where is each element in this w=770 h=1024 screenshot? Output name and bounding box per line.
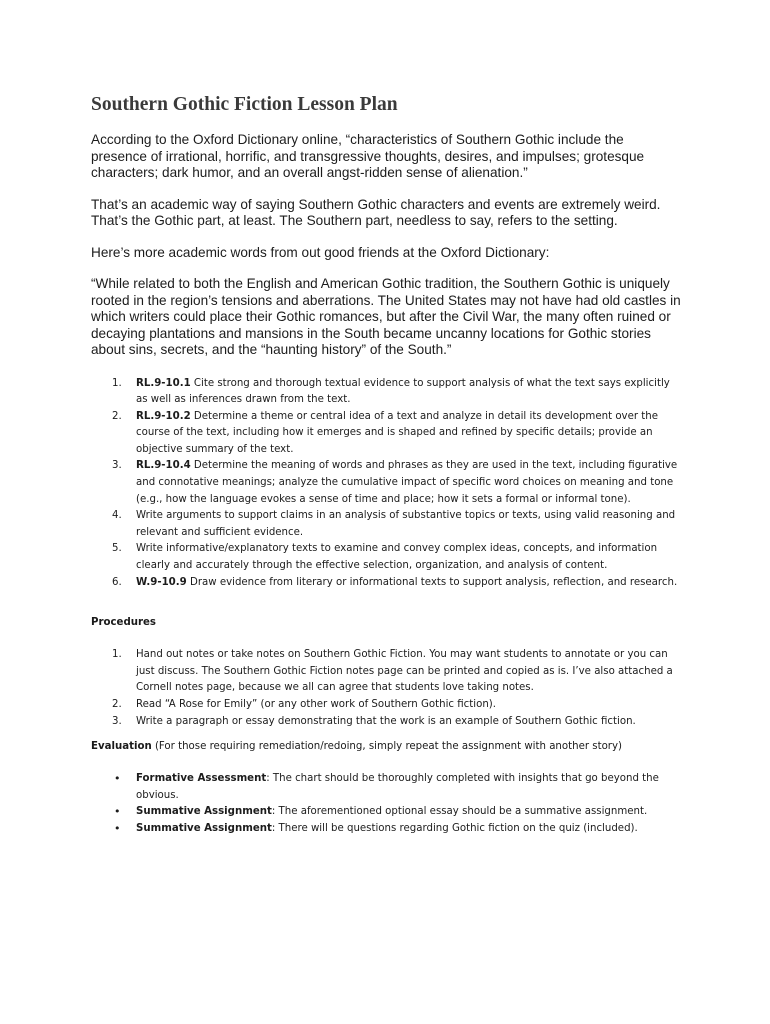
standard-code: RL.9-10.4 — [136, 460, 191, 472]
list-number: 3. — [112, 460, 122, 472]
list-item — [91, 458, 681, 508]
list-number: 6. — [112, 576, 122, 588]
list-number: 2. — [112, 699, 122, 710]
evaluation-term: Formative Assessment — [136, 773, 267, 785]
evaluation-list — [91, 771, 681, 837]
evaluation-heading — [91, 739, 681, 755]
standard-text: Draw evidence from literary or informational texts to support analysis, reflection, and research. — [186, 576, 678, 588]
procedure-text: Hand out notes or take notes on Southern Gothic Fiction. You may want students to annotate or you can just discuss. The Southern Gothic Fiction notes page can be printed and copied as is. I’ve also attached a Cornell notes page, because we all can agree that students love taking notes. — [136, 649, 673, 694]
list-item — [91, 697, 681, 714]
evaluation-term: Summative Assignment — [136, 806, 272, 818]
list-item — [91, 821, 681, 838]
list-item — [91, 575, 681, 592]
standard-text: Write arguments to support claims in an analysis of substantive topics or texts, using valid reasoning and relevant and sufficient evidence. — [136, 510, 676, 538]
list-item — [91, 804, 681, 821]
explanation-paragraph: That’s an academic way of saying Southern Gothic characters and events are extremely weird. That’s the Gothic part, at least. The Southern part, needless to say, refers to the setting. — [91, 196, 661, 228]
document-page — [91, 92, 681, 838]
standard-code: RL.9-10.2 — [136, 410, 191, 422]
page-title: Southern Gothic Fiction Lesson Plan — [91, 94, 398, 115]
standard-text: Cite strong and thorough textual evidence to support analysis of what the text says explicitly as well as inferences drawn from the text. — [136, 377, 670, 406]
intro-paragraph: According to the Oxford Dictionary online, “characteristics of Southern Gothic include the presence of irrational, horrific, and transgressive thoughts, desires, and impulses; grotesque characters; dark humor, and an overall angst-ridden sense of alienation.” — [91, 132, 645, 180]
list-item — [91, 714, 681, 731]
standard-text: Determine a theme or central idea of a text and analyze in detail its development over the course of the text, including how it emerges and is shaped and refined by specific details; provide an objective summary of the text. — [136, 410, 658, 455]
evaluation-text: : There will be questions regarding Gothic fiction on the quiz (included). — [271, 822, 638, 834]
standard-text: Write informative/explanatory texts to examine and convey complex ideas, concepts, and information clearly and accurately through the effective selection, organization, and analysis of content. — [136, 543, 658, 572]
lead-in-paragraph: Here’s more academic words from out good friends at the Oxford Dictionary: — [91, 244, 550, 260]
bullet-icon: • — [114, 772, 121, 786]
standard-code: RL.9-10.1 — [136, 377, 191, 389]
procedures-heading: Procedures — [91, 617, 156, 629]
evaluation-text: : The chart should be thoroughly completed with insights that go beyond the obvious. — [136, 773, 659, 801]
list-number: 3. — [112, 715, 122, 727]
bullet-icon: • — [114, 821, 121, 835]
list-number: 5. — [112, 543, 122, 555]
evaluation-text: : The aforementioned optional essay should be a summative assignment. — [271, 806, 648, 818]
bullet-icon: • — [114, 805, 121, 819]
list-item — [91, 409, 681, 459]
quote-paragraph: “While related to both the English and American Gothic tradition, the Southern Gothic is uniquely rooted in the region’s tensions and aberrations. The United States may not have had old castles in which writers could place their Gothic romances, but after the Civil War, the many often ruined or decaying plantations and mansions in the South became uncanny locations for Gothic stories about sins, secrets, and the “haunting history” of the South.” — [91, 276, 681, 357]
procedure-text: Write a paragraph or essay demonstrating that the work is an example of Southern Gothic fiction. — [136, 715, 636, 727]
list-number: 1. — [112, 377, 122, 389]
standard-text: Determine the meaning of words and phrases as they are used in the text, including figurative and connotative meanings; analyze the cumulative impact of specific word choices on meaning and tone (e.g., how the language evokes a sense of time and place; how it sets a formal or informal tone). — [136, 460, 678, 505]
list-number: 1. — [112, 649, 122, 661]
procedure-text: Read “A Rose for Emily” (or any other work of Southern Gothic fiction). — [136, 699, 496, 710]
list-number: 4. — [112, 510, 122, 522]
list-item — [91, 771, 681, 804]
list-item — [91, 508, 681, 541]
evaluation-note: (For those requiring remediation/redoing, simply repeat the assignment with another story) — [151, 741, 622, 753]
evaluation-label: Evaluation — [91, 741, 152, 753]
list-item — [91, 541, 681, 574]
standard-code: W.9-10.9 — [136, 576, 187, 588]
procedures-list — [91, 647, 681, 730]
list-number: 2. — [112, 410, 122, 422]
evaluation-term: Summative Assignment — [136, 822, 272, 834]
list-item — [91, 376, 681, 409]
list-item — [91, 647, 681, 697]
standards-list — [91, 376, 681, 592]
